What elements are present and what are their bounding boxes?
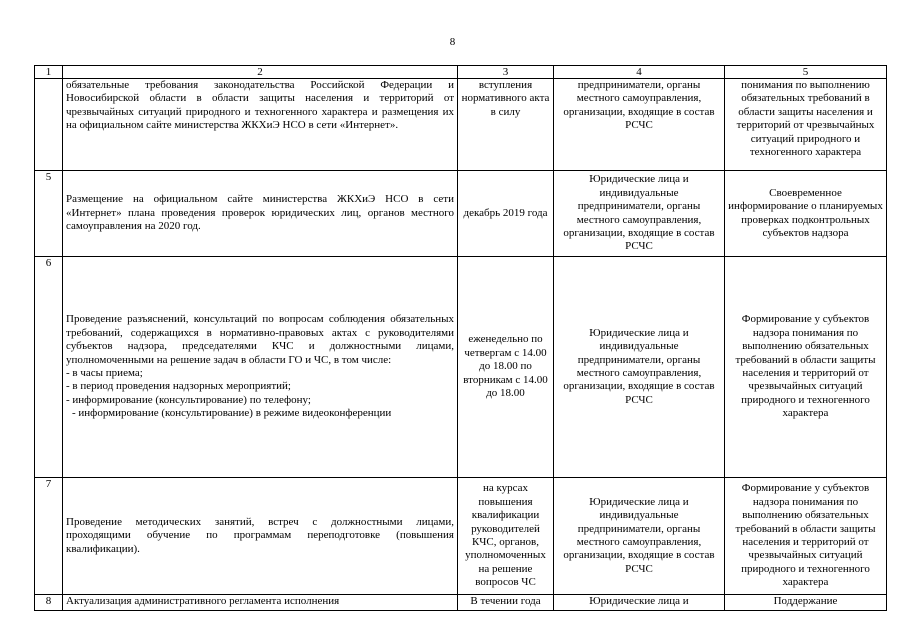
measure-result: Формирование у субъектов надзора понимания по выполнению обязательных требований в области защиты населения и территорий от чрезвычайных ситуаций природного и техногенного характера (725, 478, 887, 595)
measure-period: В течении года (458, 595, 554, 611)
measure-subjects: Юридические лица и индивидуальные предприниматели, органы местного самоуправления, организации, входящие в состав РСЧС (554, 257, 725, 478)
table-header-row (35, 66, 887, 79)
table-row (35, 79, 887, 171)
list-item: - информирование (консультирование) по телефону; (66, 393, 311, 406)
measure-description-cell (63, 257, 458, 478)
list-item: - в период проведения надзорных мероприятий; (66, 380, 291, 393)
measure-result: Формирование у субъектов надзора понимания по выполнению обязательных требований в области защиты населения и территорий от чрезвычайных ситуаций природного и техногенного характера (725, 257, 887, 478)
measure-period: вступления нормативного акта в силу (458, 79, 554, 171)
measure-result: понимания по выполнению обязательных требований в области защиты населения и территорий от чрезвычайных ситуаций природного и техногенного характера (725, 79, 887, 171)
measure-subjects: Юридические лица и индивидуальные предприниматели, органы местного самоуправления, организации, входящие в состав РСЧС (554, 171, 725, 257)
measure-description: Размещение на официальном сайте министерства ЖКХиЭ НСО в сети «Интернет» плана проведения проверок юридических лиц, органов местного самоуправления на 2020 год. (63, 171, 458, 257)
header-col-4: 4 (554, 66, 725, 79)
row-number: 5 (35, 171, 63, 257)
table-row (35, 478, 887, 595)
measure-description: обязательные требования законодательства Российской Федерации и Новосибирской области в области защиты населения и территорий от чрезвычайных ситуаций природного и техногенного характера и размещения их на официальном сайте министерства ЖКХиЭ НСО в сети «Интернет». (63, 79, 458, 171)
header-col-1: 1 (35, 66, 63, 79)
measure-result: Своевременное информирование о планируемых проверках подконтрольных субъектов надзора (725, 171, 887, 257)
measure-period: декабрь 2019 года (458, 171, 554, 257)
measure-subjects: Юридические лица и индивидуальные предприниматели, органы местного самоуправления, организации, входящие в состав РСЧС (554, 478, 725, 595)
measure-period: еженедельно по четвергам с 14.00 до 18.00 по вторникам с 14.00 до 18.00 (458, 257, 554, 478)
table-row (35, 171, 887, 257)
measure-result: Поддержание (725, 595, 887, 611)
row-number: 6 (35, 257, 63, 478)
header-col-5: 5 (725, 66, 887, 79)
list-item: - в часы приема; (66, 367, 143, 379)
measures-table (34, 65, 887, 611)
measure-description: Актуализация административного регламента исполнения (63, 595, 458, 611)
header-col-3: 3 (458, 66, 554, 79)
row-number: 8 (35, 595, 63, 611)
row-number (35, 79, 63, 171)
table-row (35, 595, 887, 611)
table-row (35, 257, 887, 478)
measure-subjects: Юридические лица и (554, 595, 725, 611)
measure-subjects: предприниматели, органы местного самоуправления, организации, входящие в состав РСЧС (554, 79, 725, 171)
list-item: - информирование (консультирование) в режиме видеоконференции (72, 407, 392, 420)
header-col-2: 2 (63, 66, 458, 79)
row-number: 7 (35, 478, 63, 595)
page-number: 8 (449, 36, 456, 48)
measure-description: Проведение методических занятий, встреч с должностными лицами, проходящими обучение по программам переподготовке (повышения квалификации). (63, 478, 458, 595)
measure-description: Проведение разъяснений, консультаций по вопросам соблюдения обязательных требований, содержащихся в нормативно-правовых актах с руководителями субъектов надзора, председателями КЧС и должностными лицами, уполномоченными на решение задач в области ГО и ЧС, в том числе: (66, 313, 454, 366)
measure-period: на курсах повышения квалификации руководителей КЧС, органов, уполномоченных на решение вопросов ЧС (458, 478, 554, 595)
